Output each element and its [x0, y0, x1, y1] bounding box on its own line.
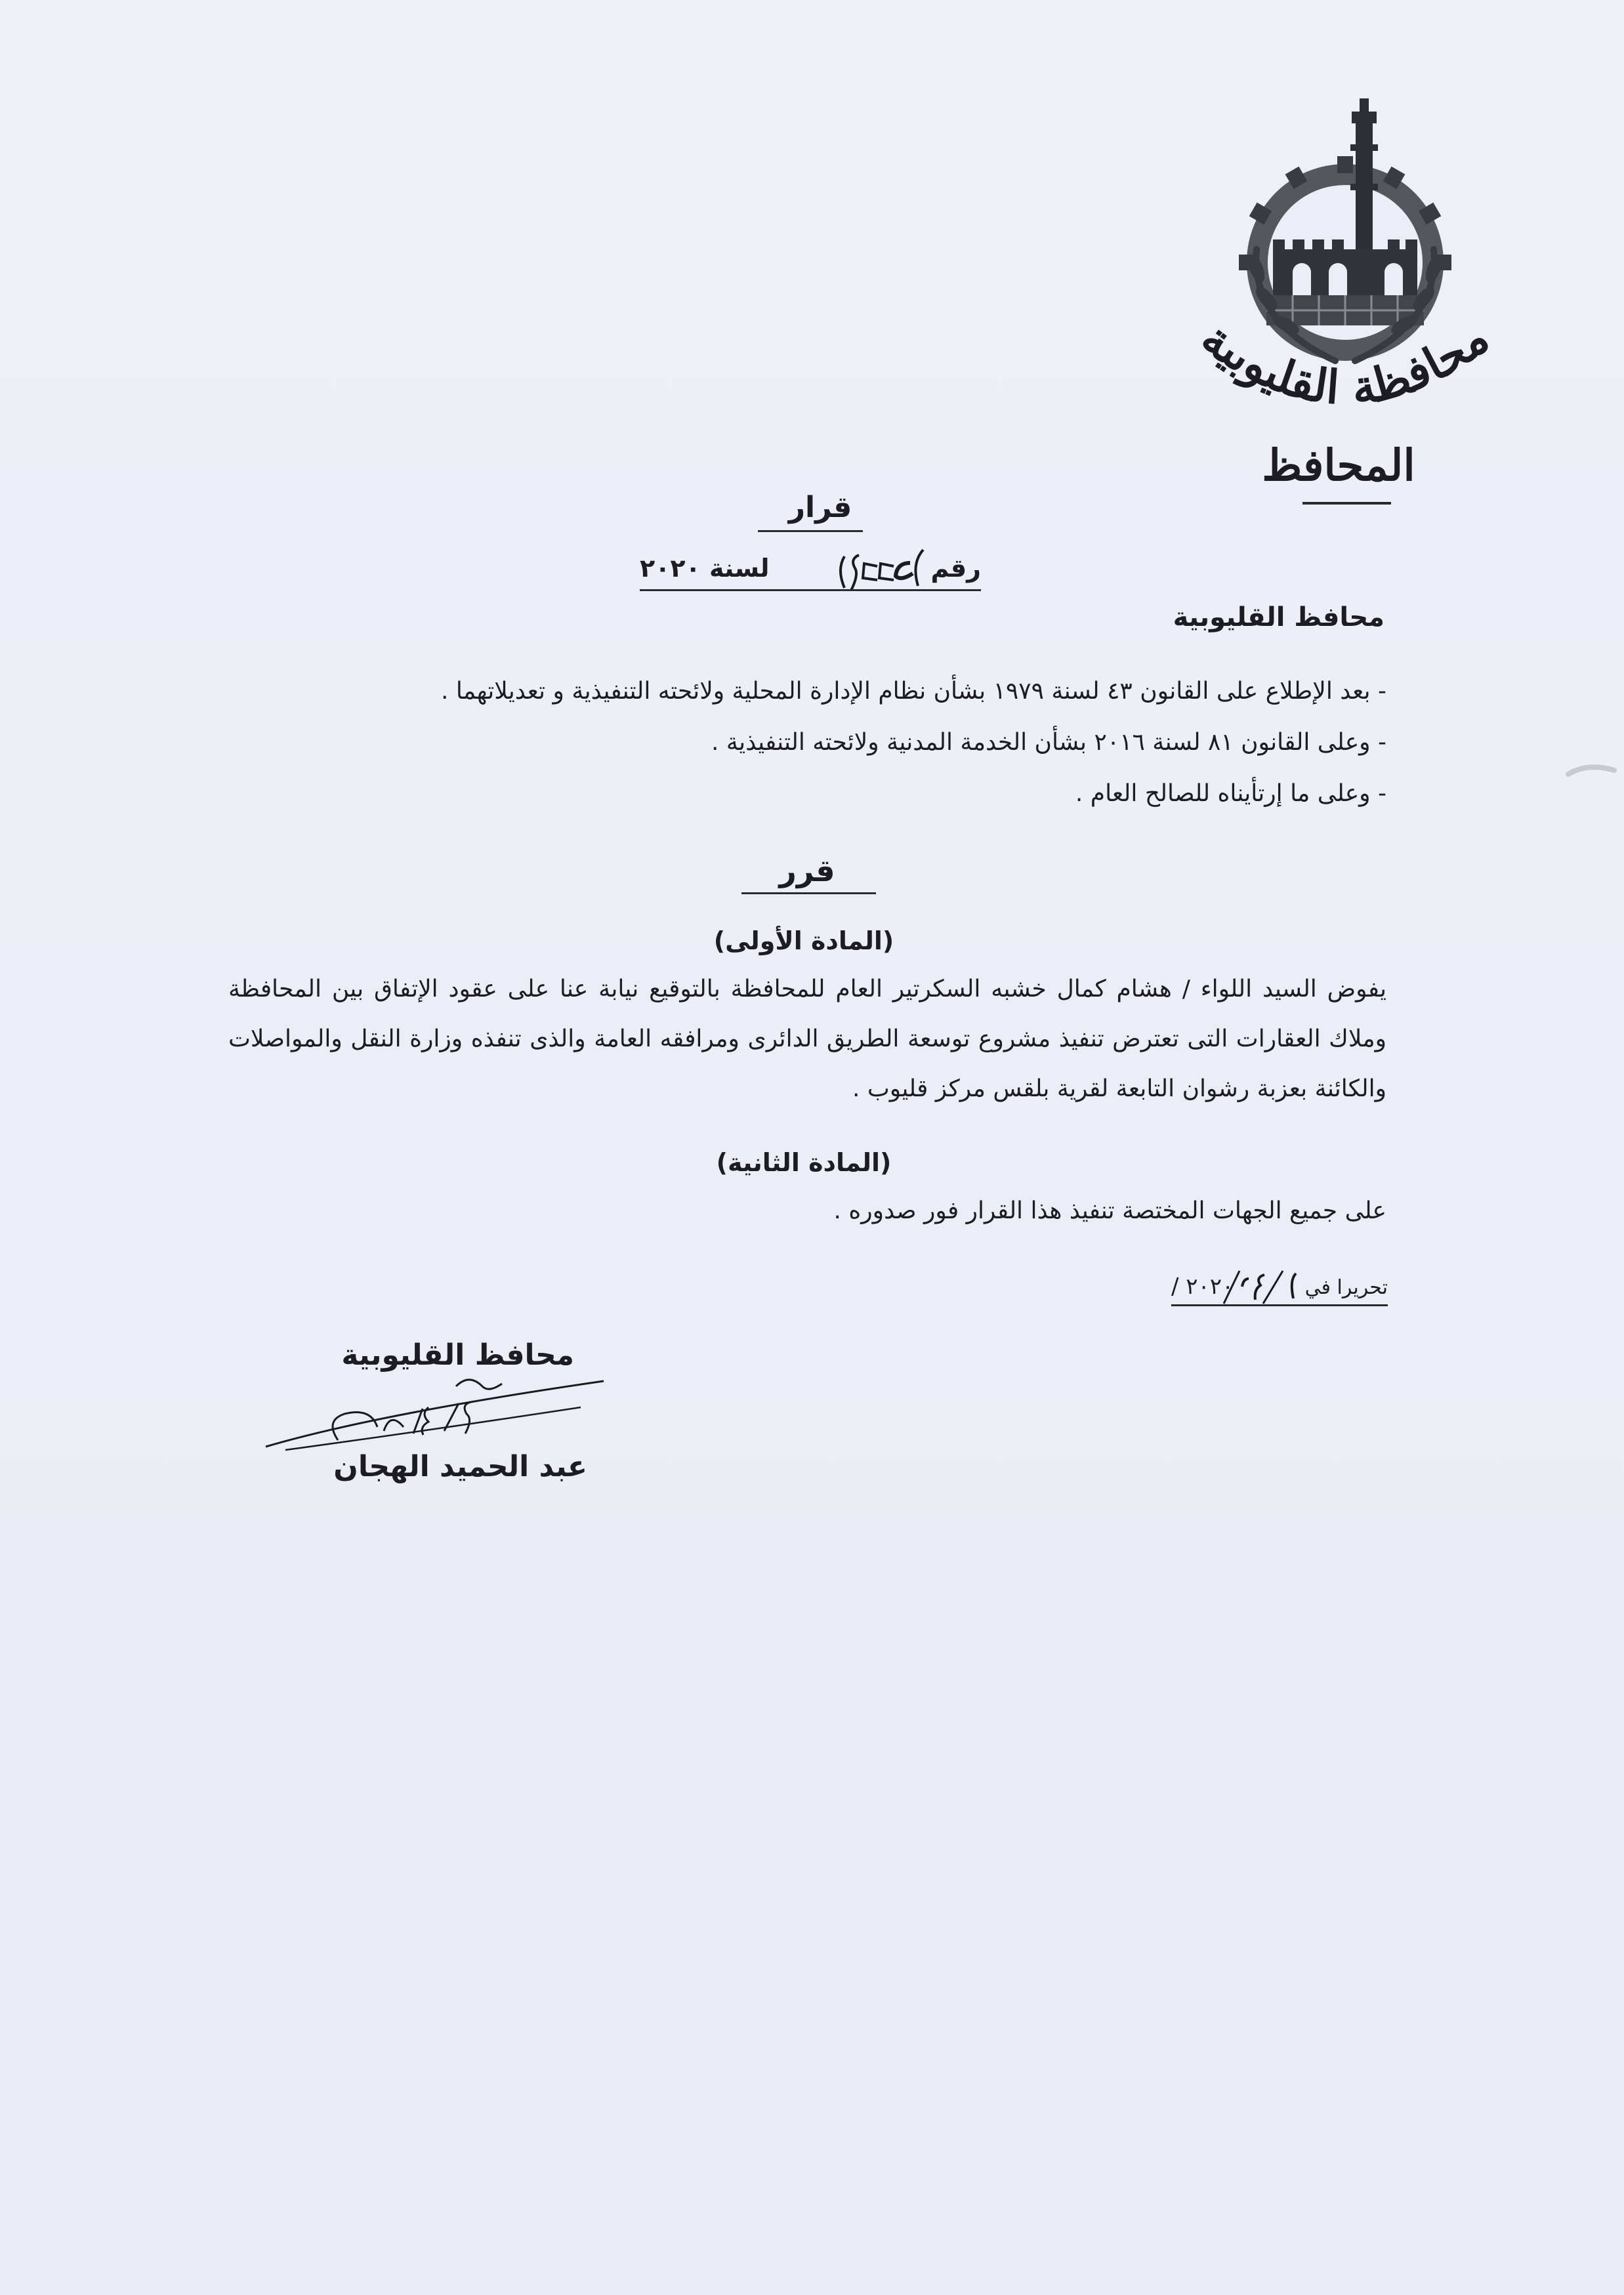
preamble-line: - وعلى ما إرتأيناه للصالح العام .	[1075, 780, 1386, 807]
decision-number-label: رقم	[930, 554, 981, 583]
issue-date	[1171, 1266, 1388, 1315]
issue-date-year: ٢٠٢٠ /	[1171, 1273, 1234, 1300]
issue-date-label: تحريرا في	[1304, 1276, 1388, 1299]
decision-title: قرار	[788, 491, 852, 524]
handwritten-decision-number	[831, 543, 930, 596]
governorate-name-arc	[1175, 315, 1516, 446]
svg-text:محافظة القليوبية: محافظة القليوبية	[1192, 315, 1499, 415]
svg-text:١٢/٩: ١٢/٩	[258, 1368, 259, 1369]
scan-artifact	[1565, 761, 1617, 781]
svg-text:١٢٢٩: ١٢٢٩	[829, 543, 831, 544]
article-1-body: يفوض السيد اللواء / هشام كمال خشبه السكرتير العام للمحافظة بالتوقيع نيابة عنا على عقود الإتفاق بين المحافظة وملاك العقارات التى تعترض تنفيذ مشروع توسعة الطريق الدائرى ومرافقه العامة والذى تنفذه وزارة النقل والمواصلات والكائنة بعزبة رشوان التابعة لقرية بلقس مركز قليوب .	[228, 976, 1386, 1102]
article-1-heading: (المادة الأولى)	[713, 926, 894, 955]
signatory-role: محافظ القليوبية	[341, 1338, 574, 1372]
decision-number-underline	[640, 589, 981, 591]
office-title: المحافظ	[1262, 440, 1415, 491]
article-2-body: على جميع الجهات المختصة تنفيذ هذا القرار فور صدوره .	[833, 1197, 1386, 1224]
office-title-underline	[1302, 502, 1391, 505]
preamble-line: - وعلى القانون ٨١ لسنة ٢٠١٦ بشأن الخدمة المدنية ولائحته التنفيذية .	[711, 729, 1386, 756]
decision-year: لسنة ٢٠٢٠	[640, 554, 770, 583]
signatory-name: عبد الحميد الهجان	[333, 1450, 587, 1483]
preamble	[205, 666, 1386, 819]
handwritten-signature	[259, 1368, 614, 1460]
preamble-line: - بعد الإطلاع على القانون ٤٣ لسنة ١٩٧٩ بشأن نظام الإدارة المحلية ولائحته التنفيذية و تعديلاتهما .	[441, 678, 1386, 705]
issue-date-underline	[1171, 1304, 1388, 1306]
article-2-heading: (المادة الثانية)	[716, 1148, 892, 1177]
decided-heading: قرر	[779, 853, 835, 888]
issuer-heading: محافظ القليوبية	[1173, 602, 1385, 632]
decided-heading-underline	[741, 892, 876, 894]
decision-title-underline	[758, 530, 863, 532]
